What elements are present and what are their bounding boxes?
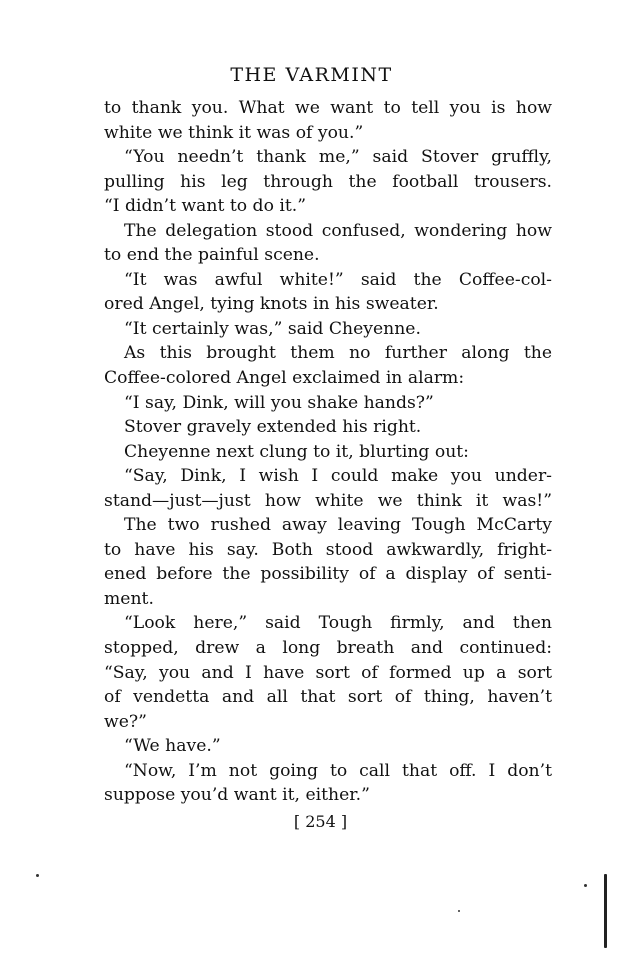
text-line: to have his say. Both stood awkwardly, fright- xyxy=(104,539,552,560)
text-line: The two rushed away leaving Tough McCarty xyxy=(124,515,552,536)
text-line: “It certainly was,” said Cheyenne. xyxy=(124,318,421,339)
text-line: to thank you. What we want to tell you is how xyxy=(104,98,552,118)
text-line: “Say, Dink, I wish I could make you under- xyxy=(124,466,552,487)
text-line: stand—just—just how white we think it was!” xyxy=(104,490,552,511)
print-speck xyxy=(584,884,587,887)
text-line: pulling his leg through the football trousers. xyxy=(104,171,552,192)
text-line: As this brought them no further along the xyxy=(124,343,552,364)
text-line: “It was awful white!” said the Coffee-col- xyxy=(124,269,552,290)
text-line: “I didn’t want to do it.” xyxy=(104,196,307,217)
page-number: [ 254 ] xyxy=(293,812,348,831)
text-line: white we think it was of you.” xyxy=(104,122,364,143)
text-line: “I say, Dink, will you shake hands?” xyxy=(124,392,434,413)
text-line: “You needn’t thank me,” said Stover gruffly, xyxy=(124,147,552,168)
text-line: stopped, drew a long breath and continued: xyxy=(104,638,552,659)
text-line: ened before the possibility of a display of senti- xyxy=(104,564,552,585)
text-line: Coffee-colored Angel exclaimed in alarm: xyxy=(104,368,465,389)
text-line: “Say, you and I have sort of formed up a sort xyxy=(104,662,552,683)
page-edge-mark xyxy=(604,874,607,948)
body-text xyxy=(104,96,552,808)
text-line: “We have.” xyxy=(124,736,221,757)
text-line: we?” xyxy=(104,711,147,732)
text-line: suppose you’d want it, either.” xyxy=(104,785,370,806)
text-line: Stover gravely extended his right. xyxy=(124,417,422,438)
text-line: ored Angel, tying knots in his sweater. xyxy=(104,294,439,315)
text-line: “Look here,” said Tough firmly, and then xyxy=(124,613,552,634)
print-speck xyxy=(36,874,39,877)
print-speck xyxy=(458,910,460,912)
text-line: to end the painful scene. xyxy=(104,245,320,266)
text-line: Cheyenne next clung to it, blurting out: xyxy=(124,441,469,462)
running-head: THE VARMINT xyxy=(230,64,393,86)
text-line: of vendetta and all that sort of thing, haven’t xyxy=(104,687,552,708)
text-line: ment. xyxy=(104,588,154,609)
text-line: “Now, I’m not going to call that off. I don’t xyxy=(124,760,552,781)
text-line: The delegation stood confused, wondering how xyxy=(124,220,552,241)
